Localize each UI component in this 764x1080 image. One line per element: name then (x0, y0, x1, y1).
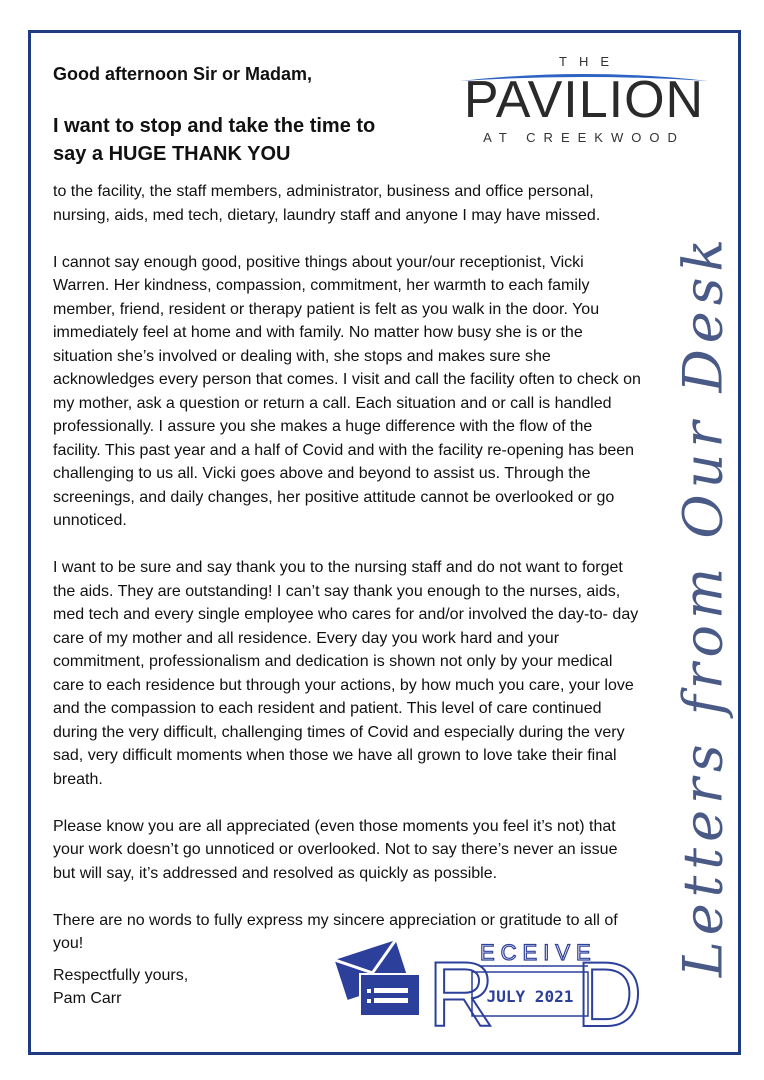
envelope-icon (335, 940, 420, 1016)
logo-the: THE (559, 54, 621, 69)
stamp-d: D (576, 944, 643, 1046)
greeting: Good afternoon Sir or Madam, (53, 64, 313, 84)
signer-name: Pam Carr (53, 990, 122, 1007)
paragraph: I want to be sure and say thank you to the nursing staff and do not want to forget the aids. They are outstanding! I can’t say thank you enough to the nurses, aids, med tech and every single employee who cares for and/or involved the day-to- day care of my mother and all residence. Every day you work hard and your commitment, professionalism and dedication is shown not only by your medical care to each residence but through your actions, by how much you care, your love and the compassion to each resident and patient. This level of care continued during the very difficult, challenging times of Covid and especially during the very sad, very difficult moments when those we have all grown to love take their final breath. (53, 559, 639, 788)
headline: I want to stop and take the time to say a HUGE THANK YOU (53, 115, 376, 165)
paragraph: Please know you are all appreciated (even those moments you feel it’s not) that your work doesn’t go unnoticed or overlooked. Not to say there’s never an issue but will say, it’s addressed and resolved as quickly as possible. (53, 817, 618, 882)
signoff: Respectfully yours, (53, 967, 189, 984)
stamp-r: R (428, 944, 495, 1046)
paragraph: to the facility, the staff members, administrator, business and office personal, nursing, aids, med tech, dietary, laundry staff and anyone I may have missed. (53, 183, 601, 224)
sidebar-title-text: Letters from Our Desk (671, 232, 735, 978)
logo-subtitle: AT CREEKWOOD (483, 130, 685, 145)
stamp-receive: ECEIVE (480, 940, 597, 965)
paragraph: I cannot say enough good, positive things about your/our receptionist, Vicki Warren. Her kindness, compassion, commitment, her warmth to each family member, friend, resident or therapy patient is felt as you walk in the door. You immediately feel at home and with family. No matter how busy she is or the situation she’s involved or dealing with, she stops and makes sure she acknowledges every person that comes. I visit and call the facility often to check on my mother, ask a question or return a call. Each situation and or call is handled professionally. I assure you she makes a huge difference with the flow of the facility. This past year and a half of Covid and with the facility re-opening has been challenging to us all. Vicki goes above and beyond to assist us. Through the screenings, and daily changes, her positive attitude cannot be overlooked or go unnoticed. (53, 253, 641, 529)
paragraph: There are no words to fully express my sincere appreciation or gratitude to all of you! (53, 911, 618, 952)
stamp-date: JULY 2021 (486, 987, 574, 1006)
pavilion-logo (448, 52, 720, 148)
signature-block (53, 964, 188, 1010)
logo-name: PAVILION (463, 71, 705, 129)
sidebar-title (668, 225, 738, 985)
letter-body (53, 180, 643, 979)
received-stamp (330, 936, 643, 1046)
